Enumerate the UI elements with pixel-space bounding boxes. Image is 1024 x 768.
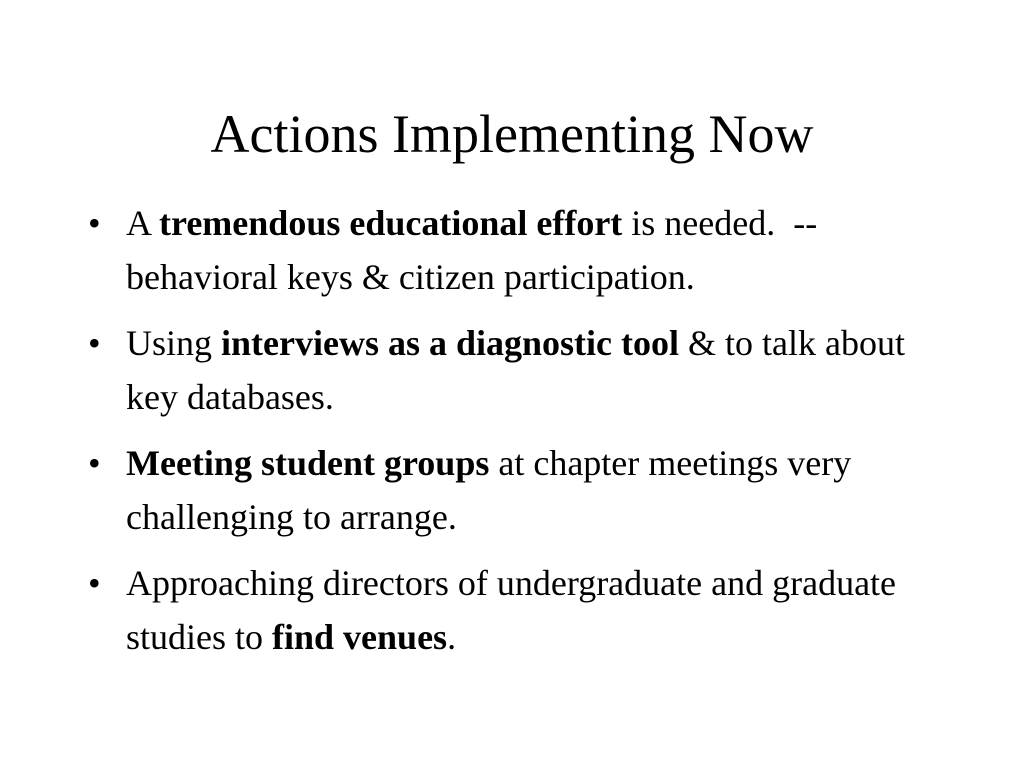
- bullet-text: [126, 203, 826, 297]
- bullet-text: [126, 443, 860, 537]
- text-segment: is needed. -- behavioral keys & citizen participation.: [126, 203, 827, 297]
- text-segment: Approaching directors of undergraduate and graduate studies to: [126, 563, 906, 657]
- bullet-symbol: •: [88, 203, 101, 243]
- text-segment: at chapter meetings very challenging to arrange.: [126, 443, 861, 537]
- bullet-item: [88, 556, 948, 664]
- bullet-item: [88, 436, 948, 544]
- bullet-text: [126, 323, 914, 417]
- bold-text-segment: tremendous educational effort: [159, 203, 623, 243]
- bullet-symbol: •: [88, 563, 101, 603]
- text-segment: Using: [126, 323, 222, 363]
- bullet-text: [126, 563, 905, 657]
- bullet-symbol: •: [88, 323, 101, 363]
- bold-text-segment: find venues: [272, 617, 448, 657]
- bullet-item: [88, 196, 948, 304]
- bullet-item: [88, 316, 948, 424]
- bullet-symbol: •: [88, 443, 101, 483]
- text-segment: .: [447, 617, 457, 657]
- text-segment: & to talk about key databases.: [126, 323, 914, 417]
- text-segment: A: [126, 203, 160, 243]
- bullet-list: [88, 196, 948, 676]
- bold-text-segment: Meeting student groups: [126, 443, 490, 483]
- slide-title: Actions Implementing Now: [210, 104, 814, 164]
- bold-text-segment: interviews as a diagnostic tool: [221, 323, 679, 363]
